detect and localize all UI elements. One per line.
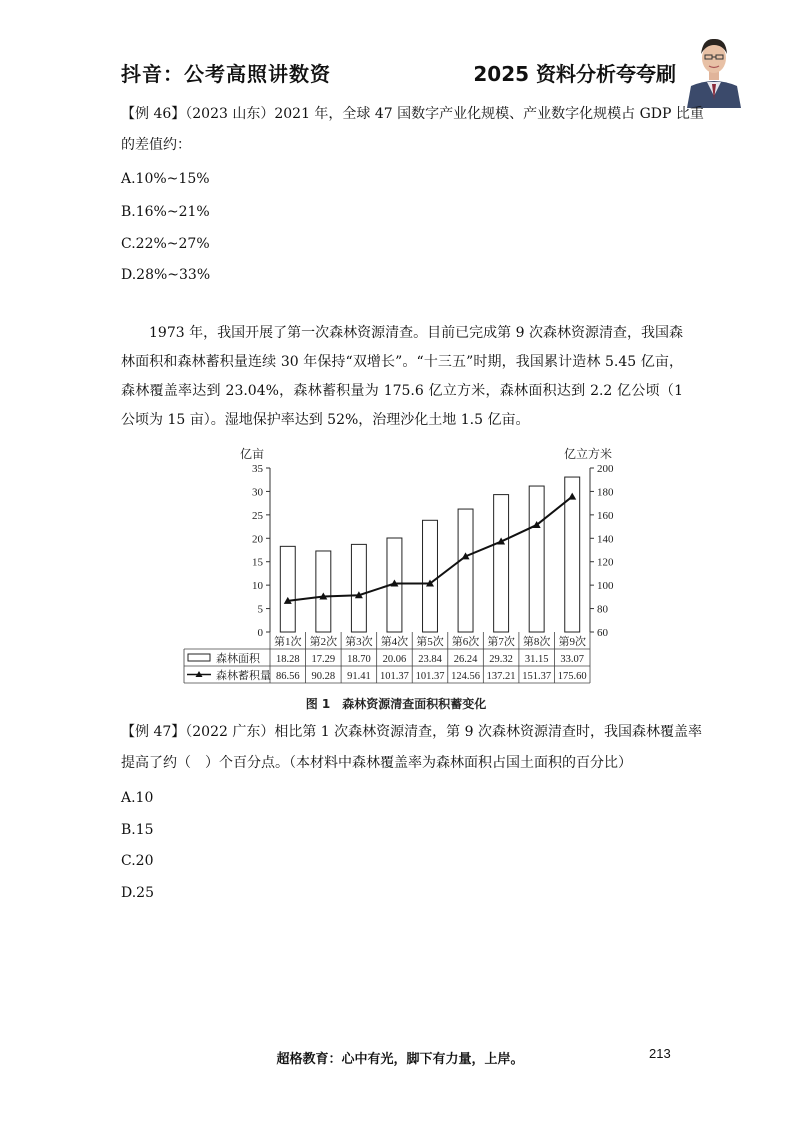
- data-label-area: 20.06: [382, 654, 407, 665]
- q46-option-a: A.10%~15%: [121, 171, 210, 187]
- x-tick-label: 第6次: [451, 636, 480, 648]
- data-label-stock: 137.21: [486, 671, 516, 682]
- bar-forest-area: [280, 546, 295, 632]
- q46-stem-line1: 【例 46】（2023 山东）2021 年，全球 47 国数字产业化规模、产业数字化规模占 GDP 比重: [121, 106, 704, 122]
- y-left-tick-label: 10: [252, 580, 263, 593]
- legend-line-label: 森林蓄积量: [216, 669, 271, 682]
- data-label-stock: 91.41: [347, 671, 371, 682]
- q47-option-b: B.15: [121, 822, 154, 838]
- y-left-tick-label: 35: [252, 463, 263, 475]
- data-label-area: 26.24: [453, 654, 478, 665]
- q47-stem-line1: 【例 47】（2022 广东）相比第 1 次森林资源清查，第 9 次森林资源清查时，我国森林覆盖率: [121, 724, 702, 740]
- page-number: 213: [649, 1046, 671, 1061]
- q47-option-c: C.20: [121, 853, 154, 869]
- bar-forest-area: [351, 544, 366, 632]
- forest-chart: [176, 444, 616, 712]
- bar-forest-area: [458, 509, 473, 632]
- y-left-tick-label: 20: [252, 533, 263, 546]
- x-tick-label: 第1次: [274, 636, 302, 648]
- legend-bar-label: 森林面积: [216, 652, 260, 665]
- y-right-axis-title: 亿立方米: [564, 447, 613, 461]
- y-right-tick-label: 140: [597, 533, 614, 546]
- data-label-stock: 90.28: [311, 671, 336, 682]
- y-right-tick-label: 60: [597, 627, 608, 639]
- data-label-area: 17.29: [311, 654, 336, 665]
- y-right-tick-label: 100: [597, 580, 614, 593]
- x-tick-label: 第4次: [380, 636, 409, 648]
- chart-title: 图 1 森林资源清查面积积蓄变化: [305, 697, 487, 711]
- q47-option-a: A.10: [121, 790, 154, 806]
- y-left-axis-title: 亿亩: [240, 447, 265, 461]
- y-left-tick-label: 15: [252, 556, 263, 569]
- data-label-area: 31.15: [524, 654, 549, 665]
- y-left-tick-label: 30: [252, 486, 263, 499]
- y-right-tick-label: 80: [597, 603, 608, 616]
- y-right-tick-label: 200: [597, 463, 614, 475]
- data-label-area: 18.28: [275, 654, 300, 665]
- data-label-area: 29.32: [489, 654, 513, 665]
- material-passage: 1973 年，我国开展了第一次森林资源清查。目前已完成第 9 次森林资源清查，我国森林面积和森林蓄积量连续 30 年保持“双增长”。“十三五”时期，我国累计造林 5.45 亿亩，森林覆盖率达到 23.04%，森林蓄积量为 175.6 亿立方米，森林面积达到 2.2 亿公顷（1 公顷为 15 亩）。湿地保护率达到 52%，治理沙化土地 1.5 亿亩。: [121, 325, 683, 428]
- data-label-area: 18.70: [347, 654, 371, 665]
- q46-stem-line2: 的差值约：: [121, 137, 191, 153]
- y-left-tick-label: 25: [252, 509, 263, 522]
- y-right-tick-label: 180: [597, 486, 614, 499]
- q46-option-c: C.22%~27%: [121, 236, 210, 252]
- footer-slogan: 超格教育：心中有光，脚下有力量，上岸。: [276, 1052, 524, 1067]
- bar-forest-area: [423, 520, 438, 632]
- data-label-stock: 151.37: [522, 671, 552, 682]
- x-tick-label: 第3次: [345, 636, 373, 648]
- data-label-stock: 101.37: [415, 671, 445, 682]
- y-right-tick-label: 120: [597, 556, 614, 569]
- x-tick-label: 第8次: [522, 636, 551, 648]
- data-label-stock: 175.60: [557, 671, 587, 682]
- x-tick-label: 第5次: [416, 636, 444, 648]
- header-right-title: 2025 资料分析夸夸刷: [473, 62, 676, 86]
- x-tick-label: 第9次: [558, 636, 586, 648]
- data-label-area: 23.84: [418, 654, 442, 665]
- data-label-stock: 101.37: [380, 671, 409, 682]
- legend-bar-swatch: [188, 654, 210, 661]
- y-left-tick-label: 5: [257, 603, 263, 616]
- data-label-stock: 86.56: [275, 671, 300, 682]
- bar-forest-area: [494, 495, 509, 632]
- q46-option-d: D.28%~33%: [121, 267, 211, 283]
- data-label-area: 33.07: [560, 654, 585, 665]
- y-left-tick-label: 0: [257, 627, 263, 639]
- data-label-stock: 124.56: [451, 671, 480, 682]
- q47-option-d: D.25: [121, 885, 154, 901]
- bar-forest-area: [529, 486, 544, 632]
- q46-option-b: B.16%~21%: [121, 204, 210, 220]
- bar-forest-area: [316, 551, 331, 632]
- presenter-avatar: [683, 30, 745, 108]
- x-tick-label: 第2次: [309, 636, 338, 648]
- q47-stem-line2: 提高了约（ ）个百分点。（本材料中森林覆盖率为森林面积占国土面积的百分比）: [121, 755, 632, 771]
- header-left-title: 抖音：公考高照讲数资: [121, 62, 331, 86]
- x-tick-label: 第7次: [487, 636, 515, 648]
- y-right-tick-label: 160: [597, 509, 614, 522]
